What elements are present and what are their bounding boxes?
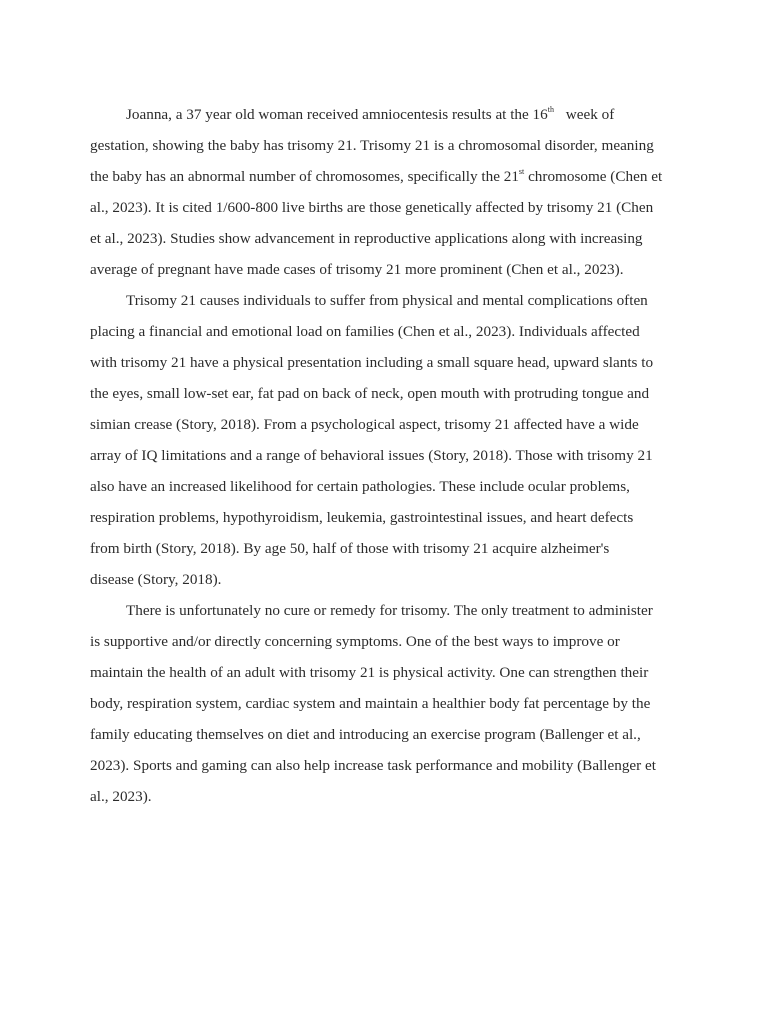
paragraph-2-line-7: also have an increased likelihood for certain pathologies. These include ocular problems, (90, 478, 630, 495)
paragraph-3-line-4: body, respiration system, cardiac system and maintain a healthier body fat percentage by the (90, 695, 651, 712)
document-body (90, 99, 678, 812)
paragraph-2-line-9: from birth (Story, 2018). By age 50, half of those with trisomy 21 acquire alzheimer's (90, 540, 610, 557)
paragraph-2-line-8: respiration problems, hypothyroidism, leukemia, gastrointestinal issues, and heart defects (90, 509, 634, 526)
ordinal-superscript: th (547, 105, 554, 114)
paragraph-3 (90, 595, 678, 812)
paragraph-3-line-1: There is unfortunately no cure or remedy for trisomy. The only treatment to administer (126, 602, 653, 619)
paragraph-3-line-5: family educating themselves on diet and introducing an exercise program (Ballenger et al., (90, 726, 641, 743)
paragraph-2-line-2: placing a financial and emotional load on families (Chen et al., 2023). Individuals affected (90, 323, 640, 340)
paragraph-1 (90, 99, 678, 285)
paragraph-3-line-7: al., 2023). (90, 788, 152, 805)
paragraph-2-line-3: with trisomy 21 have a physical presentation including a small square head, upward slants to (90, 354, 654, 371)
paragraph-1-line-4: al., 2023). It is cited 1/600-800 live births are those genetically affected by trisomy 21 (Chen (90, 199, 654, 216)
paragraph-1-line-3: the baby has an abnormal number of chromosomes, specifically the 21st chromosome (Chen et (90, 167, 663, 185)
paragraph-3-line-6: 2023). Sports and gaming can also help increase task performance and mobility (Ballenger et (90, 757, 656, 774)
paragraph-1-line-5: et al., 2023). Studies show advancement in reproductive applications along with increasing (90, 230, 643, 247)
paragraph-3-line-2: is supportive and/or directly concerning symptoms. One of the best ways to improve or (90, 633, 620, 650)
paragraph-3-line-3: maintain the health of an adult with trisomy 21 is physical activity. One can strengthen their (90, 664, 649, 681)
paragraph-2-line-10: disease (Story, 2018). (90, 571, 222, 588)
paragraph-2-line-5: simian crease (Story, 2018). From a psychological aspect, trisomy 21 affected have a wide (90, 416, 639, 433)
paragraph-2 (90, 285, 678, 595)
paragraph-2-line-6: array of IQ limitations and a range of behavioral issues (Story, 2018). Those with trisomy 21 (90, 447, 653, 464)
ordinal-superscript: st (518, 167, 525, 176)
paragraph-2-line-4: the eyes, small low-set ear, fat pad on back of neck, open mouth with protruding tongue and (90, 385, 650, 402)
paragraph-1-line-2: gestation, showing the baby has trisomy 21. Trisomy 21 is a chromosomal disorder, meaning (90, 137, 654, 154)
paragraph-2-line-1: Trisomy 21 causes individuals to suffer from physical and mental complications often (126, 292, 648, 309)
paragraph-1-line-1: Joanna, a 37 year old woman received amniocentesis results at the 16th week of (126, 105, 615, 123)
paragraph-1-line-6: average of pregnant have made cases of trisomy 21 more prominent (Chen et al., 2023). (90, 261, 624, 278)
